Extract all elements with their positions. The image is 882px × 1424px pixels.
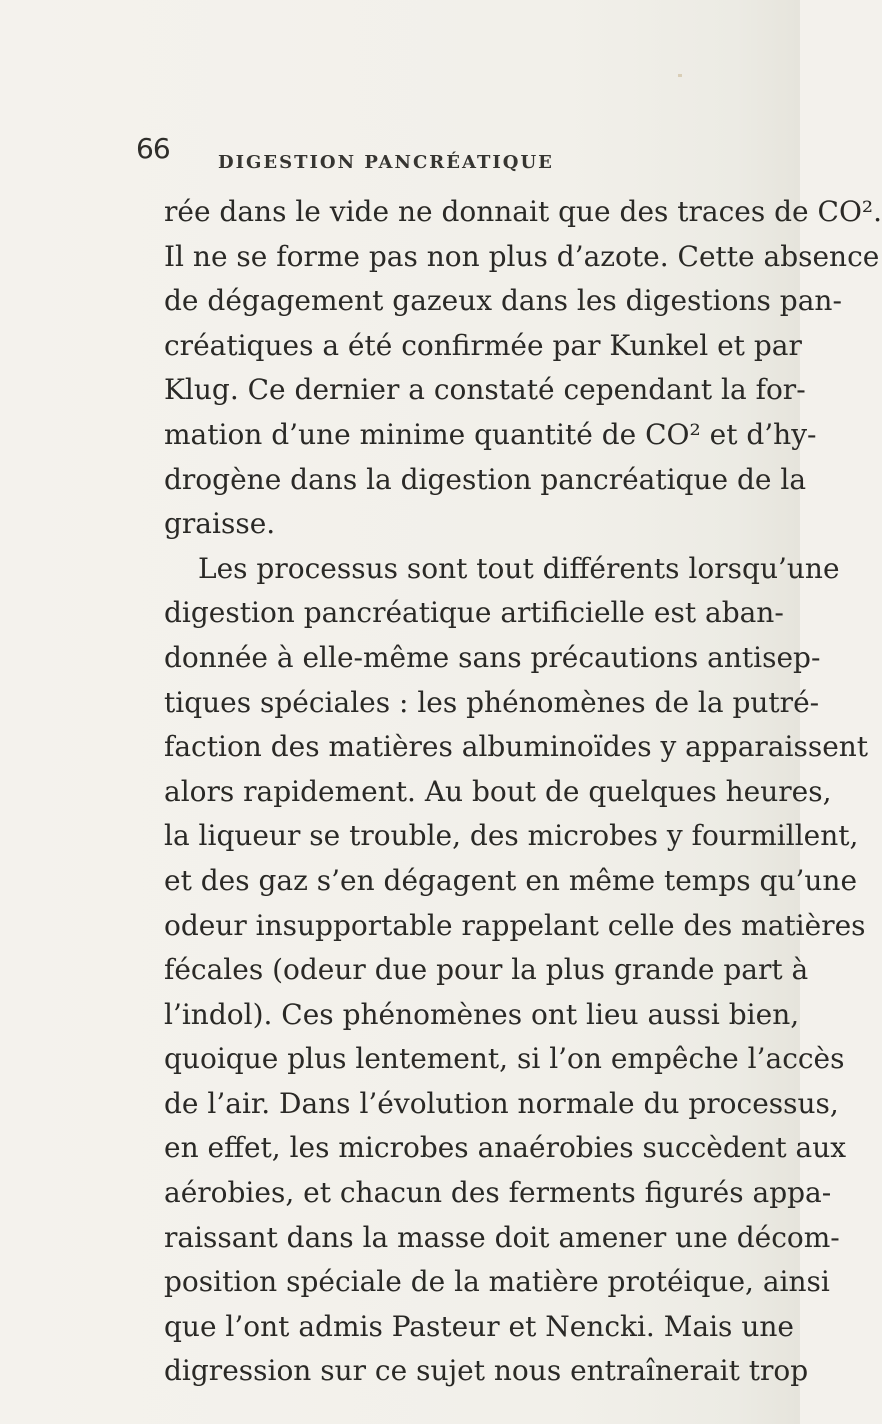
text-line: raissant dans la masse doit amener une décom- bbox=[164, 1220, 840, 1254]
text-line: Klug. Ce dernier a constaté cependant la for- bbox=[164, 373, 806, 407]
text-line: faction des matières albuminoïdes y apparaissent bbox=[164, 730, 869, 764]
text-line: de dégagement gazeux dans les digestions pan- bbox=[164, 284, 842, 318]
text-line: odeur insupportable rappelant celle des matières bbox=[164, 908, 866, 942]
text-line: Les processus sont tout différents lorsqu’une bbox=[198, 551, 840, 585]
text-line: alors rapidement. Au bout de quelques heures, bbox=[164, 774, 832, 808]
text-line: fécales (odeur due pour la plus grande part à bbox=[164, 953, 809, 987]
page-number: 66 bbox=[136, 132, 170, 165]
text-line: digression sur ce sujet nous entraînerait trop bbox=[164, 1354, 809, 1388]
text-line: rée dans le vide ne donnait que des traces de CO². bbox=[164, 195, 882, 228]
text-line: graisse. bbox=[164, 507, 276, 541]
paper-speck bbox=[678, 74, 682, 77]
text-line: la liqueur se trouble, des microbes y fourmillent, bbox=[164, 819, 859, 853]
text-line: quoique plus lentement, si l’on empêche l’accès bbox=[164, 1042, 845, 1076]
text-line: et des gaz s’en dégagent en même temps qu’une bbox=[164, 863, 858, 897]
text-line: Il ne se forme pas non plus d’azote. Cette absence bbox=[164, 239, 880, 273]
text-line: aérobies, et chacun des ferments figurés appa- bbox=[164, 1176, 832, 1210]
text-line: de l’air. Dans l’évolution normale du processus, bbox=[164, 1086, 839, 1120]
text-line: que l’ont admis Pasteur et Nencki. Mais une bbox=[164, 1309, 794, 1343]
text-line: donnée à elle-même sans précautions antisep- bbox=[164, 640, 821, 674]
text-line: position spéciale de la matière protéique, ainsi bbox=[164, 1265, 830, 1299]
text-line: digestion pancréatique artificielle est aban- bbox=[164, 596, 784, 630]
text-line: l’indol). Ces phénomènes ont lieu aussi bien, bbox=[164, 997, 800, 1031]
text-line: tiques spéciales : les phénomènes de la putré- bbox=[164, 685, 820, 719]
body-text bbox=[164, 190, 882, 1394]
text-line: créatiques a été confirmée par Kunkel et par bbox=[164, 328, 802, 362]
text-line: drogène dans la digestion pancréatique de la bbox=[164, 462, 807, 496]
running-title: DIGESTION PANCRÉATIQUE bbox=[218, 152, 554, 173]
text-line: en effet, les microbes anaérobies succèdent aux bbox=[164, 1131, 847, 1165]
text-line: mation d’une minime quantité de CO² et d’hy- bbox=[164, 417, 817, 451]
